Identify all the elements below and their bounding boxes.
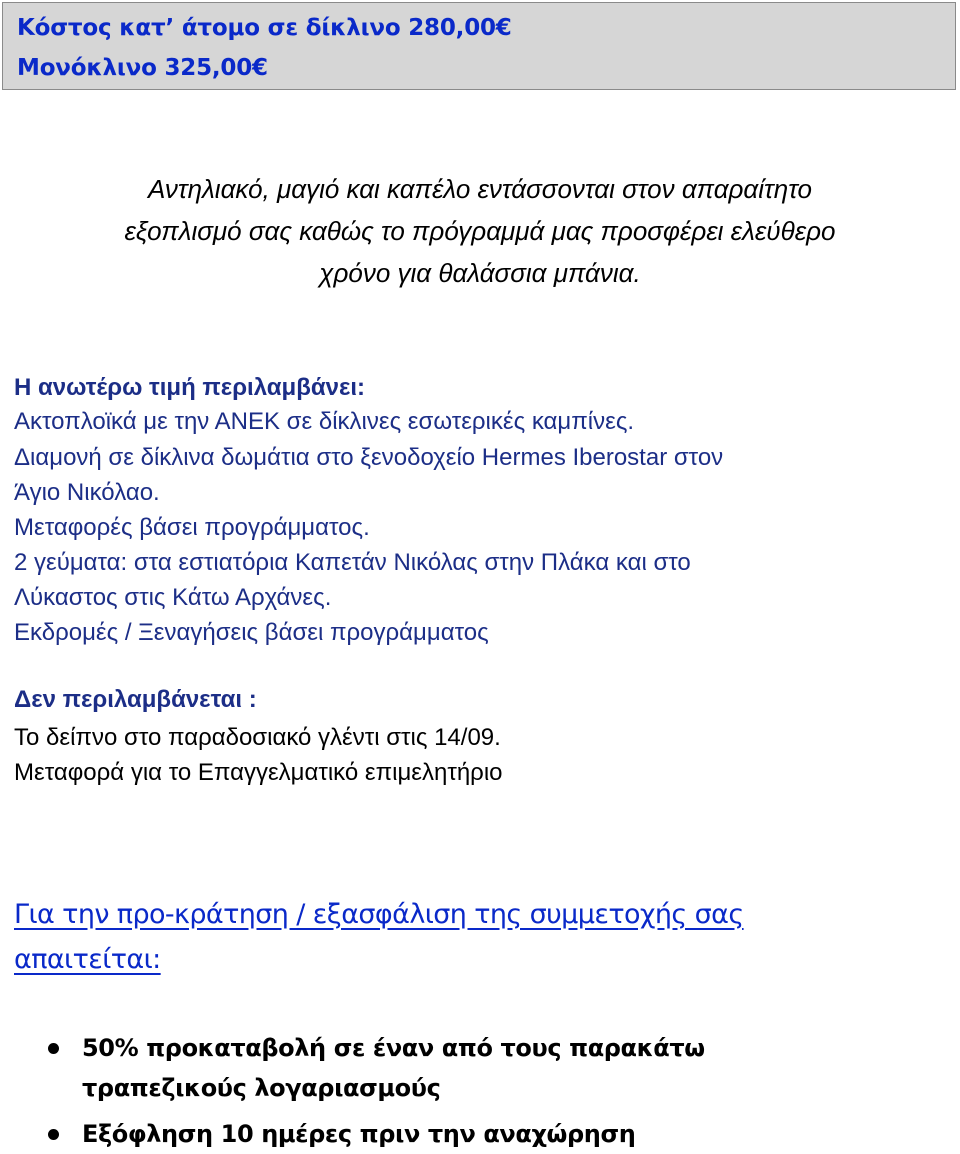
bullet-icon bbox=[48, 1043, 59, 1054]
note-line: εξοπλισμό σας καθώς το πρόγραμμά μας προσφέρει ελεύθερο bbox=[124, 216, 836, 246]
equipment-note bbox=[0, 168, 960, 294]
booking-line: Για την προ-κράτηση / εξασφάλιση της συμμετοχής σας bbox=[14, 899, 744, 930]
included-line: 2 γεύματα: στα εστιατόρια Καπετάν Νικόλας στην Πλάκα και στο bbox=[14, 549, 691, 576]
included-line: Ακτοπλοϊκά με την ΑΝΕΚ σε δίκλινες εσωτερικές καμπίνες. bbox=[14, 408, 635, 435]
booking-line: απαιτείται: bbox=[14, 944, 161, 975]
included-line: Άγιο Νικόλαο. bbox=[14, 479, 160, 506]
requirement-line: τραπεζικούς λογαριασμούς bbox=[82, 1074, 441, 1102]
excluded-line: Μεταφορά για το Επαγγελματικό επιμελητήριο bbox=[14, 759, 503, 786]
requirement-deposit bbox=[48, 1028, 948, 1108]
included-line: Διαμονή σε δίκλινα δωμάτια στο ξενοδοχείο Hermes Iberostar στον bbox=[14, 444, 724, 471]
price-single-room: Μονόκλινο 325,00€ bbox=[17, 55, 268, 81]
bullet-icon bbox=[48, 1129, 59, 1140]
requirement-line: 50% προκαταβολή σε έναν από τους παρακάτω bbox=[82, 1034, 705, 1062]
included-line: Λύκαστος στις Κάτω Αρχάνες. bbox=[14, 584, 332, 611]
price-box bbox=[2, 2, 956, 90]
requirements-list bbox=[48, 1028, 948, 1154]
included-line: Μεταφορές βάσει προγράμματος. bbox=[14, 514, 370, 541]
note-line: Αντηλιακό, μαγιό και καπέλο εντάσσονται στον απαραίτητο bbox=[147, 174, 813, 204]
included-heading: Η ανωτέρω τιμή περιλαμβάνει: bbox=[14, 374, 365, 401]
booking-heading bbox=[14, 892, 944, 982]
requirement-line: Εξόφληση 10 ημέρες πριν την αναχώρηση bbox=[82, 1120, 636, 1148]
note-line: χρόνο για θαλάσσια μπάνια. bbox=[319, 258, 641, 288]
price-double-room: Κόστος κατ’ άτομο σε δίκλινο 280,00€ bbox=[17, 15, 512, 41]
requirement-final-payment bbox=[48, 1114, 948, 1154]
included-line: Εκδρομές / Ξεναγήσεις βάσει προγράμματος bbox=[14, 619, 489, 646]
excluded-heading: Δεν περιλαμβάνεται : bbox=[14, 686, 257, 713]
excluded-line: Το δείπνο στο παραδοσιακό γλέντι στις 14/09. bbox=[14, 724, 501, 751]
